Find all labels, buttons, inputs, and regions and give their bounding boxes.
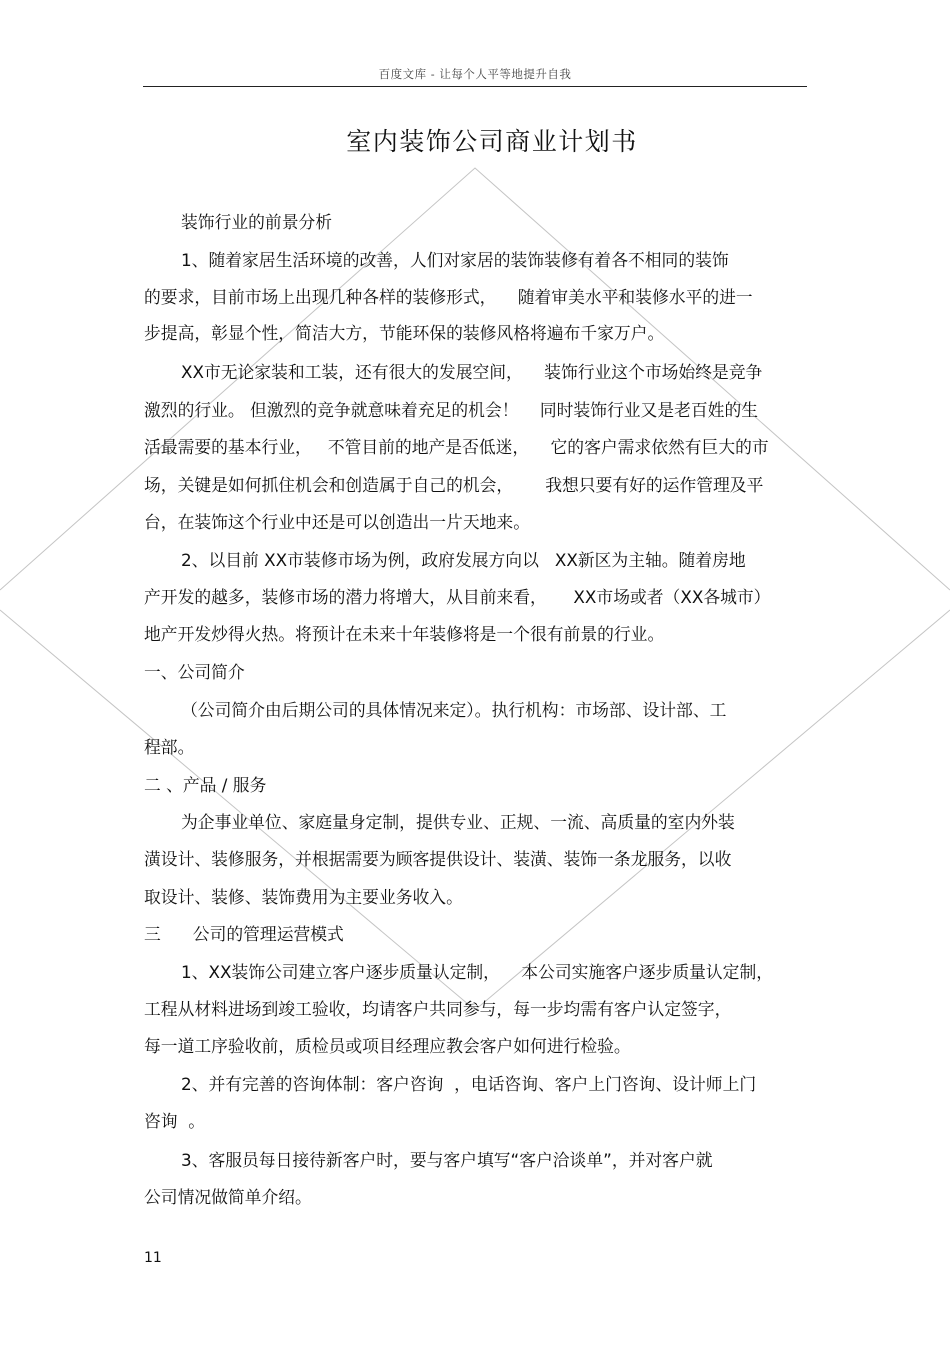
paragraph-line: 1、随着家居生活环境的改善，人们对家居的装饰装修有着各不相同的装饰 [181, 250, 729, 270]
paragraph-line: 为企事业单位、家庭量身定制，提供专业、正规、一流、高质量的室内外装 [181, 812, 735, 832]
section-heading: 三 公司的管理运营模式 [144, 924, 344, 944]
section-heading: 二 、产品 / 服务 [144, 775, 267, 795]
paragraph-line: 2、以目前 XX市装修市场为例，政府发展方向以 XX新区为主轴。随着房地 [181, 550, 746, 570]
paragraph-line: 的要求，目前市场上出现几种各样的装修形式， 随着审美水平和装修水平的进一 [144, 287, 753, 307]
paragraph-line: 地产开发炒得火热。将预计在未来十年装修将是一个很有前景的行业。 [144, 624, 665, 644]
paragraph-line: 程部。 [144, 737, 195, 757]
paragraph-line: 激烈的行业。 但激烈的竞争就意味着充足的机会！ 同时装饰行业又是老百姓的生 [144, 400, 759, 420]
document-title: 室内装饰公司商业计划书 [346, 127, 638, 156]
paragraph-line: 公司情况做简单介绍。 [144, 1187, 312, 1207]
paragraph-line: 工程从材料进场到竣工验收，均请客户共同参与，每一步均需有客户认定签字， [144, 999, 732, 1019]
paragraph-line: 取设计、装修、装饰费用为主要业务收入。 [144, 887, 463, 907]
paragraph-line: 场，关键是如何抓住机会和创造属于自己的机会， 我想只要有好的运作管理及平 [144, 475, 764, 495]
page-header: 百度文库 - 让每个人平等地提升自我 [378, 67, 572, 81]
header-divider [143, 86, 807, 87]
paragraph-line: 1、XX装饰公司建立客户逐步质量认定制， 本公司实施客户逐步质量认定制， [181, 962, 774, 982]
paragraph-line: 3、客服员每日接待新客户时，要与客户填写“客户洽谈单”，并对客户就 [181, 1150, 713, 1170]
paragraph-line: 咨询 。 [144, 1111, 206, 1131]
paragraph-line: 步提高，彰显个性，简洁大方，节能环保的装修风格将遍布千家万户。 [144, 323, 665, 343]
paragraph-line: XX市无论家装和工装，还有很大的发展空间， 装饰行业这个市场始终是竞争 [181, 362, 763, 382]
paragraph-line: 潢设计、装修服务，并根据需要为顾客提供设计、装潢、装饰一条龙服务，以收 [144, 849, 732, 869]
paragraph-line: 产开发的越多，装修市场的潜力将增大，从目前来看， XX市场或者（XX各城市） [144, 587, 771, 607]
paragraph-line: 每一道工序验收前，质检员或项目经理应教会客户如何进行检验。 [144, 1036, 631, 1056]
page-number: 11 [144, 1250, 162, 1266]
paragraph-line: 活最需要的基本行业， 不管目前的地产是否低迷， 它的客户需求依然有巨大的市 [144, 437, 769, 457]
paragraph-line: （公司简介由后期公司的具体情况来定）。执行机构：市场部、设计部、工 [181, 700, 727, 720]
section-heading: 装饰行业的前景分析 [181, 212, 333, 232]
paragraph-line: 2、并有完善的咨询体制：客户咨询 ，电话咨询、客户上门咨询、设计师上门 [181, 1074, 757, 1094]
paragraph-line: 台，在装饰这个行业中还是可以创造出一片天地来。 [144, 512, 530, 532]
section-heading: 一、公司简介 [144, 662, 245, 682]
